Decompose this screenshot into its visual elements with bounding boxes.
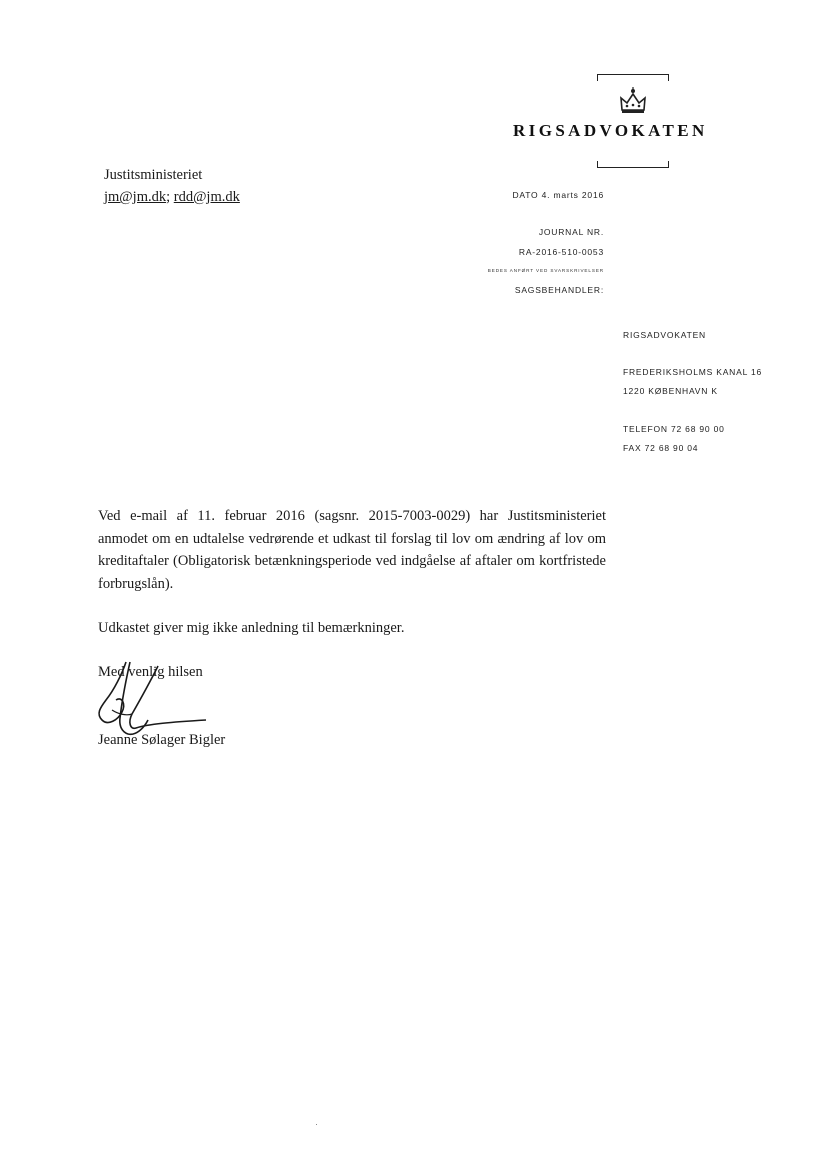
address-street: FREDERIKSHOLMS KANAL 16 [623, 367, 763, 377]
address-phone: TELEFON 72 68 90 00 [623, 424, 725, 434]
letterhead-bracket-bottom [597, 161, 669, 168]
journal-label: JOURNAL NR. [538, 227, 604, 237]
scan-speck [316, 1124, 317, 1125]
email-link-rdd[interactable]: rdd@jm.dk [173, 189, 240, 205]
letter-date: DATO 4. marts 2016 [512, 190, 604, 200]
address-org: RIGSADVOKATEN [623, 330, 706, 340]
reference-note: BEDES ANFØRT VED SVARSKRIVELSER [487, 268, 604, 273]
recipient-name: Justitsministeriet [104, 167, 203, 183]
journal-number: RA-2016-510-0053 [518, 247, 604, 257]
caseworker-label: SAGSBEHANDLER: [514, 285, 604, 295]
recipient-emails [104, 186, 240, 208]
address-city: 1220 KØBENHAVN K [623, 386, 718, 396]
letterhead-bracket-top [597, 74, 669, 81]
email-separator: ; [166, 189, 171, 205]
email-link-jm[interactable]: jm@jm.dk [104, 189, 167, 205]
signer-name: Jeanne Sølager Bigler [98, 732, 226, 748]
closing-phrase: Med venlig hilsen [98, 664, 203, 680]
body-paragraph-2: Udkastet giver mig ikke anledning til bemærkninger. [98, 620, 405, 636]
brand-name: RIGSADVOKATEN [513, 121, 708, 140]
address-fax: FAX 72 68 90 04 [623, 443, 699, 453]
crown-icon [616, 86, 650, 116]
body-paragraph-1: Ved e-mail af 11. februar 2016 (sagsnr. 2015-7003-0029) har Justitsministeriet anmodet om en udtalelse vedrørende et udkast til forslag til lov om ændring af lov om kreditaftaler (Obligatorisk betænkningsperiode ved indgåelse af aftaler om kortfristede forbrugslån). [98, 508, 606, 592]
recipient-block [104, 164, 240, 208]
